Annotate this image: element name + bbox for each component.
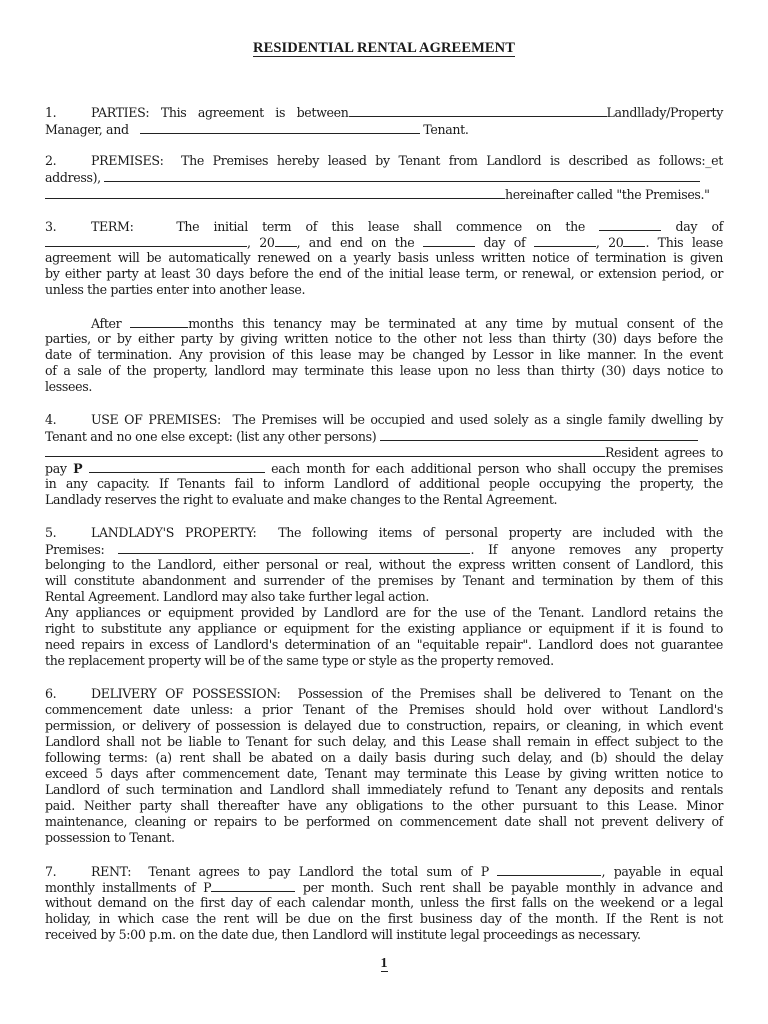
start-year-blank[interactable] [275, 234, 297, 247]
section-5-line-5: Rental Agreement. Landlord may also take further legal action. [45, 589, 430, 604]
section-5-line-4: will constitute abandonment and surrender of the premises by Tenant and termination by them of this [45, 573, 723, 588]
months-blank[interactable] [130, 315, 188, 328]
additional-person-fee-blank[interactable] [89, 460, 265, 473]
section-3-para2-line-5: lessees. [45, 379, 92, 394]
section-6-line-10: possession to Tenant. [45, 830, 175, 845]
section-4-line-4: pay P each month for each additional person who shall occupy the premises [45, 461, 723, 476]
section-3-para2-line-4: of a sale of the property, landlord may terminate this lease upon no less than thirty (30) days notice to [45, 363, 723, 378]
section-3-line-1: 3. TERM: The initial term of this lease shall commence on the day of [45, 219, 723, 234]
section-5-line-1: 5. LANDLADY'S PROPERTY: The following items of personal property are included with the [45, 525, 723, 540]
section-3-para2-line-2: parties, or by either party by giving written notice to the other not less than thirty (30) days before the [45, 331, 723, 346]
section-2-line-2: address), [45, 169, 723, 185]
section-3-para2-line-3: date of termination. Any provision of this lease may be changed by Lessor in like manner. In the event [45, 347, 723, 362]
section-6-line-2: commencement date unless: a prior Tenant of the Premises should hold over without Landlord's [45, 702, 723, 717]
section-4-line-3: Resident agrees to [45, 444, 723, 460]
address-blank-2[interactable] [45, 186, 505, 199]
other-persons-blank-1[interactable] [380, 428, 698, 441]
section-5-line-8: need repairs in excess of Landlord's determination of an "equitable repair". Landlord does not guarantee [45, 637, 723, 652]
section-4-line-6: Landlady reserves the right to evaluate and make changes to the Rental Agreement. [45, 492, 558, 507]
start-month-blank[interactable] [45, 234, 247, 247]
section-1-line-2: Manager, and Tenant. [45, 122, 469, 137]
section-3-line-3: agreement will be automatically renewed on a yearly basis unless written notice of termination is given [45, 250, 723, 265]
section-6-line-6: exceed 5 days after commencement date, Tenant may terminate this Lease by giving written notice to [45, 766, 723, 781]
section-7-line-3: without demand on the first day of each calendar month, unless the first falls on the weekend or a legal [45, 895, 723, 910]
section-3-line-4: by either party at least 30 days before the end of the initial lease term, or renewal, or extension period, or [45, 266, 723, 281]
section-4-line-1: 4. USE OF PREMISES: The Premises will be occupied and used solely as a single family dwelling by [45, 412, 723, 427]
end-year-blank[interactable] [623, 234, 645, 247]
section-6-line-8: paid. Neither party shall thereafter have any obligations to the other pursuant to this Lease. Minor [45, 798, 723, 813]
monthly-rent-blank[interactable] [211, 879, 295, 892]
section-3-line-5: unless the parties enter into another lease. [45, 282, 306, 297]
section-5-line-2: Premises: . If anyone removes any property [45, 542, 723, 557]
document-title: RESIDENTIAL RENTAL AGREEMENT [253, 40, 515, 56]
landlord-name-blank[interactable] [349, 104, 607, 117]
section-1-line-1: 1. PARTIES: This agreement is between Landllady/Property [45, 105, 724, 120]
section-6-line-7: Landlord of such termination and Landlord shall immediately refund to Tenant any deposits and rentals [45, 782, 723, 797]
section-2-line-3: hereinafter called "the Premises." [45, 186, 723, 202]
section-5-line-6: Any appliances or equipment provided by Landlord are for the use of the Tenant. Landlord retains the [45, 605, 723, 620]
section-4-line-5: in any capacity. If Tenants fail to inform Landlord of additional people occupying the property, the [45, 476, 723, 491]
section-5-line-3: belonging to the Landlord, either personal or real, without the express written consent of Landlord, this [45, 557, 723, 572]
section-7-line-1: 7. RENT: Tenant agrees to pay Landlord the total sum of P , payable in equal [45, 864, 724, 879]
section-4-line-2: Tenant and no one else except: (list any other persons) [45, 428, 723, 444]
start-day-blank[interactable] [599, 218, 661, 231]
other-persons-blank-2[interactable] [45, 444, 605, 457]
section-6-line-3: permission, or delivery of possession is delayed due to construction, repairs, or cleaning, in which event [45, 718, 723, 733]
personal-property-blank[interactable] [118, 541, 470, 554]
page-number: 1 [380, 956, 388, 971]
section-5-line-9: the replacement property will be of the same type or style as the property removed. [45, 653, 554, 668]
section-7-line-4: holiday, in which case the rent will be due on the first business day of the month. If the Rent is not [45, 911, 723, 926]
tenant-name-blank[interactable] [140, 121, 420, 134]
section-5-line-7: right to substitute any appliance or equipment for the existing appliance or equipment if it is found to [45, 621, 723, 636]
address-blank-1[interactable] [104, 169, 700, 182]
section-6-line-1: 6. DELIVERY OF POSSESSION: Possession of the Premises shall be delivered to Tenant on the [45, 686, 723, 701]
section-2-line-1: 2. PREMISES: The Premises hereby leased by Tenant from Landlord is described as follows:_et [45, 153, 723, 168]
section-7-line-2: monthly installments of P per month. Such rent shall be payable monthly in advance and [45, 880, 723, 895]
end-month-blank[interactable] [534, 234, 596, 247]
section-7-line-5: received by 5:00 p.m. on the date due, then Landlord will institute legal proceedings as necessary. [45, 927, 641, 942]
section-6-line-9: maintenance, cleaning or repairs to be performed on commencement date shall not prevent delivery of [45, 814, 723, 829]
section-3-para2-line-1: After months this tenancy may be terminated at any time by mutual consent of the [91, 316, 723, 331]
end-day-blank[interactable] [423, 234, 475, 247]
total-rent-blank[interactable] [497, 863, 601, 876]
section-6-line-4: Landlord shall not be liable to Tenant for such delay, and this Lease shall remain in effect subject to the [45, 734, 723, 749]
section-6-line-5: following terms: (a) rent shall be abated on a daily basis during such delay, and (b) should the delay [45, 750, 723, 765]
section-3-line-2: , 20 , and end on the day of , 20 . This lease [45, 234, 723, 250]
